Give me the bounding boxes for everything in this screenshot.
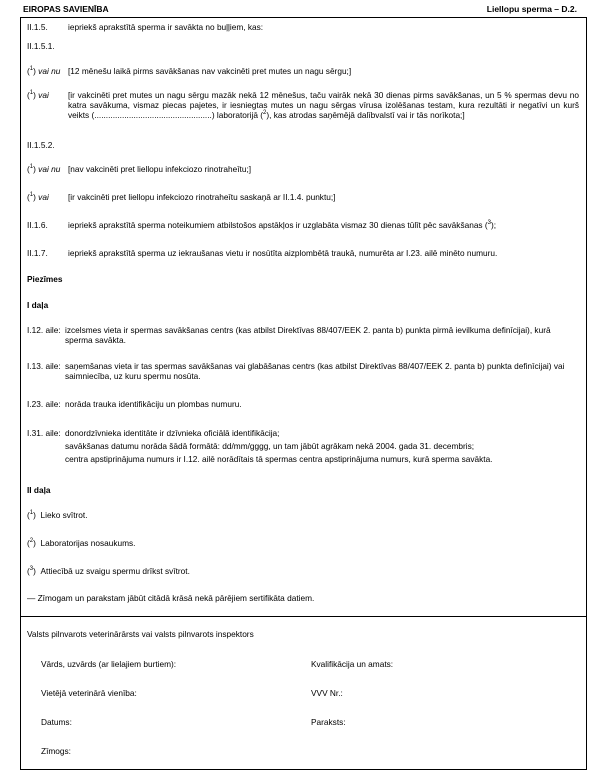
item-text: iepriekš aprakstītā sperma noteikumiem atbilstošos apstākļos ir uzglabāta vismaz 30 dienas tūlīt pēc savākšanas ($^3$);	[68, 220, 497, 230]
item-text: iepriekš aprakstītā sperma uz iekraušanas vietu ir nosūtīta aizplombētā traukā, numurēta ar I.23. ailē minēto numuru.	[68, 248, 498, 258]
item-label: II.1.5.	[27, 22, 48, 32]
note-text: izcelsmes vieta ir spermas savākšanas centrs (kas atbilst Direktīvas 88/407/EEK 2. panta b) punkta pirmā ievilkuma definīcijai), kurā sperma savākta.	[65, 325, 551, 345]
note-text: centra apstiprinājuma numurs ir I.12. ailē norādītais tā spermas centra apstiprinājuma numurs, kurā sperma savākta.	[65, 454, 493, 464]
note-label: I.12. aile:	[27, 325, 61, 335]
item-text: iepriekš aprakstītā sperma ir savākta no buļļiem, kas:	[68, 22, 264, 32]
footnote-row	[27, 593, 579, 603]
vvv-field-label: VVV Nr.:	[311, 688, 343, 698]
item-label: II.1.6.	[27, 220, 48, 230]
footnote-text: Attiecībā uz svaigu spermu drīkst svītrot.	[40, 566, 190, 576]
item-text: [nav vakcinēti pret liellopu infekciozo rinotraheītu;]	[68, 164, 252, 174]
unit-field-label: Vietējā veterinārā vienība:	[41, 688, 137, 698]
footnote-number: 3	[29, 566, 34, 572]
footnote-number: 2	[29, 538, 34, 544]
footnote-ref: 1	[29, 164, 34, 170]
note-text: norāda trauka identifikāciju un plombas numuru.	[65, 399, 242, 409]
signature-field-label: Paraksts:	[311, 717, 346, 727]
notes-title: Piezīmes	[27, 274, 63, 284]
footnote-ref: 3	[487, 220, 491, 226]
footnote-row: ($^3$) Attiecībā uz svaigu spermu drīkst svītrot.	[27, 566, 190, 576]
item-text: [12 mēnešu laikā pirms savākšanas nav vakcinēti pret mutes un nagu sērgu;]	[68, 66, 352, 76]
qualification-field-label: Kvalifikācija un amats:	[311, 659, 394, 669]
item-label: II.1.5.1.	[27, 41, 55, 51]
footnote-number: 1	[29, 510, 34, 516]
footnote-ref: 2	[263, 110, 267, 116]
note-label: I.23. aile:	[27, 399, 61, 409]
note-text: savākšanas datumu norāda šādā formātā: dd/mm/gggg, un tam jābūt agrākam nekā 2004. gada 31. decembris;	[65, 441, 475, 451]
footnote-text: Laboratorijas nosaukums.	[40, 538, 136, 548]
header-reference: Liellopu sperma – D.2.	[486, 4, 577, 14]
note-label: I.31. aile:	[27, 428, 61, 438]
footnote-ref: 1	[29, 66, 34, 72]
certificate-frame	[20, 17, 587, 770]
stamp-field-label: Zīmogs:	[41, 746, 71, 756]
item-label: II.1.7.	[27, 248, 48, 258]
footnote-text: Lieko svītrot.	[40, 510, 88, 520]
name-field-label: Vārds, uzvārds (ar lielajiem burtiem):	[41, 659, 177, 669]
item-label: vai	[35, 90, 49, 100]
item-label: vai	[35, 192, 49, 202]
date-field-label: Datums:	[41, 717, 72, 727]
footnote-row: ($^1$) Lieko svītrot.	[27, 510, 88, 520]
note-text: saņemšanas vieta ir tas spermas savākšanas vai glabāšanas centrs (kas atbilst Direktīvas 88/407/EEK 2. panta b) punkta definīcijai) vai saimniecība, uz kuru spermu nosūta.	[65, 361, 565, 381]
note-text: donordzīvnieka identitāte ir dzīvnieka oficiālā identifikācija;	[65, 428, 280, 438]
signature-title: Valsts pilnvarots veterinārārsts vai valsts pilnvarots inspektors	[27, 629, 254, 639]
notes-part1-title: I daļa	[27, 300, 49, 310]
footnote-ref: 1	[29, 90, 34, 96]
item-text: [ir vakcinēti pret mutes un nagu sērgu mazāk nekā 12 mēnešus, taču vairāk nekā 30 dienas pirms savākšanas, un 5 % spermas devu no katra savākuma, vismaz piecas pajetes, ir iesniegtas mutes un nagu sērgas vīrusa izolēšanas testam, kura rezultāti ir negatīvi un kurš veikts (...................................................) laboratorijā ($^2$), kas atrodas saņēmējā dalībvalstī vai ir tās norīkota;]	[68, 90, 579, 120]
section-divider	[20, 616, 587, 617]
item-text: [ir vakcinēti pret liellopu infekciozo rinotraheītu saskaņā ar II.1.4. punktu;]	[68, 192, 336, 202]
footnote-ref: 1	[29, 192, 34, 198]
footnote-row: ($^2$) Laboratorijas nosaukums.	[27, 538, 136, 548]
header-title: EIROPAS SAVIENĪBA	[23, 4, 109, 14]
note-label: I.13. aile:	[27, 361, 61, 371]
item-label: vai nu	[35, 66, 61, 76]
item-label: vai nu	[35, 164, 61, 174]
item-label: II.1.5.2.	[27, 140, 55, 150]
notes-part2-title: II daļa	[27, 485, 51, 495]
footnote-text: — Zīmogam un parakstam jābūt citādā krāsā nekā pārējiem sertifikāta datiem.	[27, 593, 315, 603]
